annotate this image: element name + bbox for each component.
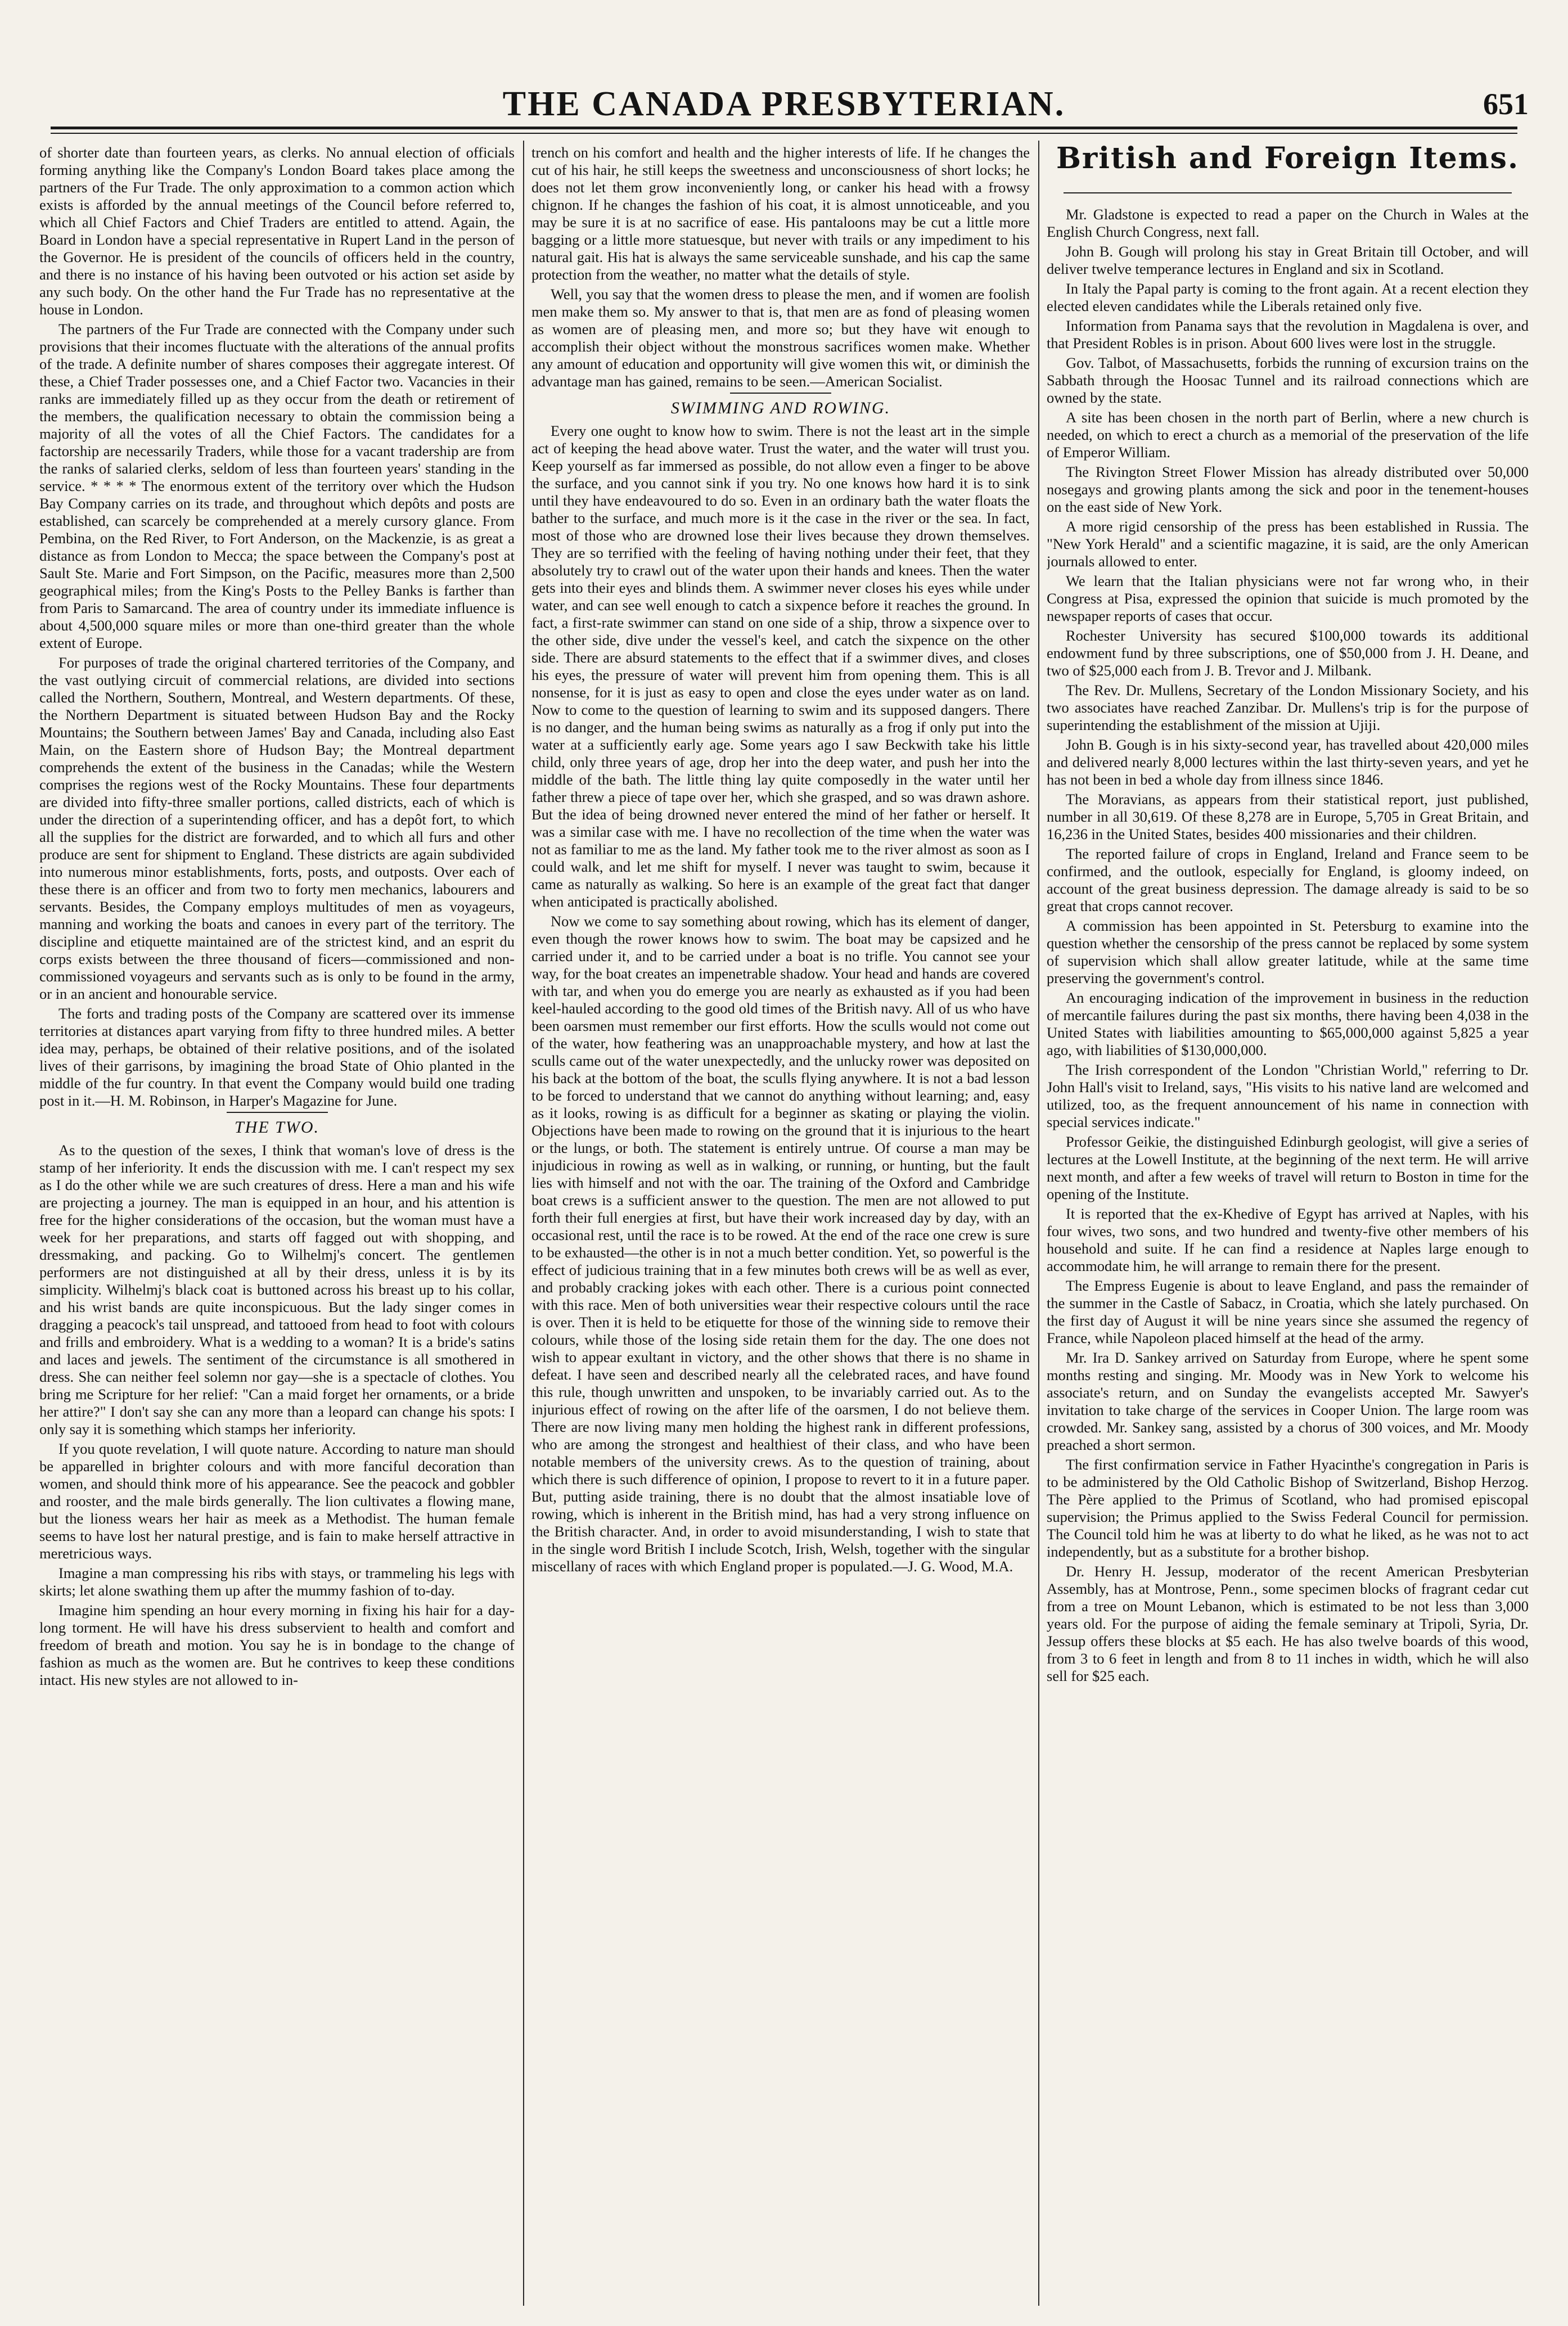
news-item: The first confirmation service in Father Hyacinthe's congregation in Paris is to be administered by the Old Catholic Bishop of Switzerland, Bishop Herzog. The Père applied to the Primus of Scotland, who had promised episcopal supervision; the Primus applied to the Swiss Federal Council for permission. The Council told him he was at liberty to do what he liked, as he was not to act independently, but as a substitute for a brother bishop.	[1047, 1456, 1529, 1560]
article-paragraph: Imagine him spending an hour every morning in fixing his hair for a day-long torment. He will have his dress subservient to health and comfort and freedom of breath and motion. You say he is in bondage to the change of fashion as much as the women are. But he contrives to keep these conditions intact. His new styles are not allowed to in-	[39, 1602, 515, 1688]
column-2	[531, 144, 1030, 2315]
section-rule	[730, 393, 831, 394]
article-paragraph: Well, you say that the women dress to please the men, and if women are foolish men make them so. My answer to that is, that men are as fond of pleasing women as women are of pleasing men, and more so; but they have wit enough to accomplish their object without the monstrous sacrifices women make. Whether any amount of education and opportunity will give women this wit, or diminish the advantage man has gained, remains to be seen.—American Socialist.	[531, 286, 1030, 390]
article-paragraph: of shorter date than fourteen years, as clerks. No annual election of officials forming anything like the Company's London Board takes place among the partners of the Fur Trade. The only approximation to a common action which exists is afforded by the annual meetings of the Council before referred to, which all Chief Factors and Chief Traders are entitled to attend. Again, the Board in London have a special representative in Rupert Land in the person of the Governor. He is president of the councils of officers held in the country, and there is no instance of his having been outvoted or his action set aside by any such body. On the other hand the Fur Trade has no representative at the house in London.	[39, 144, 515, 318]
news-items-list	[1047, 206, 1529, 1685]
section-heading-block	[1047, 144, 1529, 206]
news-item: Mr. Ira D. Sankey arrived on Saturday from Europe, where he spent some months resting and singing. Mr. Moody was in New York to welcome his associate's return, and on Sunday the evangelists accepted Mr. Sawyer's invitation to take charge of the services in Cooper Union. The large room was crowded. Mr. Sankey sang, assisted by a chorus of 300 voices, and Mr. Moody preached a short sermon.	[1047, 1349, 1529, 1453]
news-item: John B. Gough is in his sixty-second year, has travelled about 420,000 miles and delivered nearly 8,000 lectures within the last thirty-seven years, and yet he has not been in bed a whole day from illness since 1846.	[1047, 736, 1529, 788]
news-item: The Rivington Street Flower Mission has already distributed over 50,000 nosegays and growing plants among the sick and poor in the tenement-houses on the east side of New York.	[1047, 463, 1529, 515]
header-rule-thin	[51, 133, 1517, 134]
news-item: Information from Panama says that the revolution in Magdalena is over, and that President Robles is in prison. About 600 lives were lost in the struggle.	[1047, 317, 1529, 351]
article-paragraph: If you quote revelation, I will quote nature. According to nature man should be apparelled in brighter colours and with more fanciful decoration than women, and should think more of his appearance. See the peacock and gobbler and rooster, and the male birds generally. The lion cultivates a flowing mane, but the lioness wears her hair as meek as a Methodist. The human female seems to have lost her natural prestige, and is fain to make herself attractive in meretricious ways.	[39, 1440, 515, 1562]
article-paragraph: Every one ought to know how to swim. There is not the least art in the simple act of keeping the head above water. Trust the water, and the water will trust you. Keep yourself as far immersed as possible, do not allow even a finger to be above the surface, and you cannot sink if you try. No one knows how hard it is to sink until they have endeavoured to do so. Even in an ordinary bath the water floats the bather to the surface, and much more is it the case in the river or the sea. In fact, most of those who are drowned lose their lives because they drown themselves. They are so terrified with the feeling of having nothing under their feet, that they absolutely try to crawl out of the water upon their hands and knees. Then the water gets into their eyes and blinds them. A swimmer never closes his eyes while under water, and can see well enough to catch a sixpence before it reaches the ground. In fact, a first-rate swimmer can stand on one side of a ship, throw a sixpence over to the other side, dive under the vessel's keel, and catch the sixpence on the other side. There are absurd statements to the effect that if a swimmer dives, and closes his eyes, the pressure of water will prevent him from opening them. This is all nonsense, for it is just as easy to open and close the eyes under water as on land. Now to come to the question of learning to swim and its supposed dangers. There is no danger, and the human being swims as naturally as a frog if only put into the water at a sufficiently early age. Some years ago I saw Beckwith take his little child, only three years of age, drop her into the deep water, and push her into the middle of the bath. The little thing lay quite composedly in the water until her father threw a piece of tape over her, which she grasped, and so was drawn ashore. But the idea of being drowned never entered the mind of her father or herself. It was a similar case with me. I have no recollection of the time when the water was not as familiar to me as the land. My father took me to the river almost as soon as I could walk, and let me shift for myself. I never was taught to swim, because it came as naturally as walking. So here is an example of the great fact that danger when anticipated is practically abolished.	[531, 422, 1030, 910]
news-item: The Irish correspondent of the London "Christian World," referring to Dr. John Hall's visit to Ireland, says, "His visits to his native land are welcomed and utilized, too, as the frequent announcement of his name in connection with special services indicate."	[1047, 1061, 1529, 1130]
news-item: A commission has been appointed in St. Petersburg to examine into the question whether the censorship of the press cannot be replaced by some system of supervision which shall allow greater latitude, while at the same time preserving the government's control.	[1047, 917, 1529, 986]
news-item: The Moravians, as appears from their statistical report, just published, number in all 30,619. Of these 8,278 are in Europe, 5,705 in Great Britain, and 16,236 in the United States, besides 400 missionaries and their children.	[1047, 791, 1529, 842]
article-paragraph: Imagine a man compressing his ribs with stays, or trammeling his legs with skirts; let alone swathing them up after the mummy fashion of to-day.	[39, 1565, 515, 1599]
section-rule	[227, 1112, 328, 1113]
news-item: The reported failure of crops in England, Ireland and France seem to be confirmed, and the outlook, especially for England, is gloomy indeed, on account of the great business depression. The damage already is said to be so great that crops cannot recover.	[1047, 845, 1529, 914]
news-item: Professor Geikie, the distinguished Edinburgh geologist, will give a series of lectures at the Lowell Institute, at the beginning of the next term. He will arrive next month, and after a few weeks of travel will return to Boston in time for the opening of the Institute.	[1047, 1133, 1529, 1202]
article-paragraph: For purposes of trade the original chartered territories of the Company, and the vast outlying circuit of commercial relations, are divided into sections called the Northern, Southern, Montreal, and Western departments. Of these, the Northern Department is situated between Hudson Bay and the Rocky Mountains; the Southern between James' Bay and Canada, including also East Main, on the Eastern shore of Hudson Bay; the Montreal department comprehends the extent of the business in the Canadas; while the Western comprises the regions west of the Rocky Mountains. These four departments are divided into fifty-three smaller portions, called districts, each of which is under the direction of a superintending officer, and has a depôt fort, to which all the supplies for the district are forwarded, and to which all furs and other produce are sent for shipment to England. These districts are again subdivided into numerous minor establishments, forts, posts, and outposts. Over each of these there is an officer and from two to forty men mechanics, labourers and servants. Besides, the Company employs multitudes of men as voyageurs, manning and working the boats and canoes in every part of the territory. The discipline and etiquette maintained are of the strictest kind, and an esprit du corps exists between the three thousand of ficers—commissioned and non-commissioned voyageurs and servants such as is only to be found in the army, or in an ancient and honourable service.	[39, 654, 515, 1002]
news-item: Dr. Henry H. Jessup, moderator of the recent American Presbyterian Assembly, has at Montrose, Penn., some specimen blocks of fragrant cedar cut from a tree on Mount Lebanon, which is estimated to be not less than 3,000 years old. For the purpose of aiding the female seminary at Tripoli, Syria, Dr. Jessup offers these blocks at $5 each. He has also twelve boards of this wood, from 3 to 6 feet in length and from 8 to 11 inches in width, which he will also sell for $25 each.	[1047, 1563, 1529, 1684]
column-divider-2	[1038, 141, 1039, 2306]
article-paragraph: Now we come to say something about rowing, which has its element of danger, even though the rower knows how to swim. The boat may be capsized and he carried under it, and to be carried under a boat is no trifle. You cannot see your way, for the boat creates an impenetrable shadow. Your head and hands are covered with tar, and when you do emerge you are nearly as exhausted as if you had been keel-hauled according to the good old times of the British navy. All of us who have been oarsmen must remember our first efforts. How the sculls would not come out of the water, how feathering was an unapproachable mystery, and how at last the sculls came out of the water unexpectedly, and the unlucky rower was deposited on his back at the bottom of the boat, the sculls flying anywhere. It is not a bad lesson to be forced to understand that we cannot do anything without learning; and, easy as it looks, rowing is as difficult for a beginner as skating or playing the violin. Objections have been made to rowing on the ground that it is injurious to the heart or the lungs, or both. The statement is entirely untrue. Of course a man may be injudicious in rowing as well as in walking, or running, or hunting, but the fault lies with himself and not with the oar. The training of the Oxford and Cambridge boat crews is a sufficient answer to the question. The men are not allowed to put forth their full energies at first, but have their work increased day by day, with an occasional rest, until the race is to be rowed. At the end of the race one crew is sure to be exhausted—the other is in not a much better condition. Yet, so powerful is the effect of judicious training that in a few minutes both crews will be as well as ever, and probably cracking jokes with each other. There is a curious point connected with this race. Men of both universities wear their respective colours until the race is over. Then it is held to be etiquette for those of the winning side to remove their colours, while those of the losing side retain them for the day. The one does not wish to appear exultant in victory, and the other shows that there is no shame in defeat. I have seen and described nearly all the celebrated races, and have found this rule, though unwritten and unspoken, to be invariably carried out. As to the injurious effect of rowing on the after life of the oarsmen, I do not believe them. There are now living many men holding the highest rank in different professions, who are among the strongest and healthiest of their class, and who have been notable members of the university crews. As to the question of training, about which there is such difference of opinion, I propose to revert to it in a future paper. But, putting aside training, there is no doubt that the almost insatiable love of rowing, which is inherent in the British mind, has had a very strong influence on the British character. And, in order to avoid misunderstanding, I wish to state that in the single word British I include Scotch, Irish, Welsh, together with the singular miscellany of races with which England proper is populated.—J. G. Wood, M.A.	[531, 913, 1030, 1575]
news-item: It is reported that the ex-Khedive of Egypt has arrived at Naples, with his four wives, two sons, and two hundred and twenty-five other members of his household and suite. If he can find a residence at Naples large enough to accommodate him, he will arrange to remain there for the present.	[1047, 1205, 1529, 1274]
news-item: A site has been chosen in the north part of Berlin, where a new church is needed, on which to erect a church as a memorial of the preservation of the life of Emperor William.	[1047, 409, 1529, 461]
section-heading-british-foreign-items: British and Foreign Items.	[1056, 144, 1520, 175]
news-item: A more rigid censorship of the press has been established in Russia. The "New York Herald" and a scientific magazine, it is said, are the only American journals allowed to enter.	[1047, 518, 1529, 570]
article-paragraph: As to the question of the sexes, I think that woman's love of dress is the stamp of her inferiority. It ends the discussion with me. I can't respect my sex as I do the other while we are such creatures of dress. Here a man and his wife are projecting a journey. The man is equipped in an hour, and his attention is free for the higher considerations of the occasion, but the woman must have a week for her preparations, and starts off fagged out with shopping, and dressmaking, and packing. Go to Wilhelmj's concert. The gentlemen performers are not distinguished at all by their dress, unless it is by its simplicity. Wilhelmj's black coat is buttoned across his breast up to his collar, and his wrist bands are quite inconspicuous. But the lady singer comes in dragging a peacock's tail unspread, and tattooed from head to foot with colours and frills and embroidery. What is a wedding to a woman? It is a bride's satins and laces and jewels. The sentiment of the circumstance is all smothered in dress. She can neither feel solemn nor gay—she is a spectacle of clothes. You bring me Scripture for her relief: "Can a maid forget her ornaments, or a bride her attire?" I don't say she can any more than a leopard can change his spots: I only say it is something which stamps her inferiority.	[39, 1142, 515, 1437]
news-item: Mr. Gladstone is expected to read a paper on the Church in Wales at the English Church Congress, next fall.	[1047, 206, 1529, 240]
page-header	[39, 84, 1529, 124]
article-paragraph: The partners of the Fur Trade are connected with the Company under such provisions that their incomes fluctuate with the alterations of the annual profits of the trade. A definite number of shares composes their aggregate interest. Of these, a Chief Trader possesses one, and a Chief Factor two. Vacancies in their ranks are immediately filled up as they occur from the death or retirement of the members, the qualification necessary to obtain the commission being a majority of all the votes of all the Chief Factors. The candidates for a factorship are necessarily Traders, while those for a vacant tradership are from the ranks of salaried clerks, seldom of less than fourteen years' standing in the service. * * * * The enormous extent of the territory over which the Hudson Bay Company carries on its trade, and throughout which depôts and posts are established, can scarcely be comprehended at a merely cursory glance. From Pembina, on the Red River, to Fort Anderson, on the Mackenzie, is as great a distance as from London to Mecca; the space between the Company's post at Sault Ste. Marie and Fort Simpson, on the Pacific, measures more than 2,500 geographical miles; from the King's Posts to the Pelley Banks is farther than from Paris to Samarcand. The area of country under its immediate influence is about 4,500,000 square miles or more than one-third greater than the whole extent of Europe.	[39, 321, 515, 651]
section-title-the-two: THE TWO.	[234, 1118, 319, 1137]
column-3	[1047, 144, 1529, 2315]
section-title-swimming-and-rowing: SWIMMING AND ROWING.	[670, 399, 891, 417]
article-paragraph: trench on his comfort and health and the higher interests of life. If he changes the cut of his hair, he still keeps the sweetness and unconsciousness of short locks; he does not let them grow inconveniently long, or canker his head with a frowsy chignon. If he changes the fashion of his coat, it is almost unnoticeable, and you may be sure it is at no sacrifice of ease. His pantaloons may be cut a little more bagging or a little more statuesque, but never with trails or any impediment to his natural gait. His hat is always the same serviceable sunshade, and his cap the same protection from the weather, no matter what the details of style.	[531, 144, 1030, 283]
column-divider-1	[523, 141, 524, 2306]
article-paragraph: The forts and trading posts of the Company are scattered over its immense territories at distances apart varying from fifty to three hundred miles. A better idea may, perhaps, be obtained of their relative positions, and of the isolated lives of their garrisons, by imagining the broad State of Ohio planted in the middle of the fur country. In that event the Company would build one trading post in it.—H. M. Robinson, in Harper's Magazine for June.	[39, 1005, 515, 1109]
news-item: Rochester University has secured $100,000 towards its additional endowment fund by three subscriptions, one of $50,000 from J. H. Deane, and two of $25,000 each from J. B. Trevor and J. Milbank.	[1047, 627, 1529, 679]
news-item: John B. Gough will prolong his stay in Great Britain till October, and will deliver twelve temperance lectures in England and six in Scotland.	[1047, 243, 1529, 277]
header-rule-thick	[51, 127, 1517, 129]
news-item: In Italy the Papal party is coming to the front again. At a recent election they elected eleven candidates while the Liberals retained only five.	[1047, 280, 1529, 314]
news-item: We learn that the Italian physicians were not far wrong who, in their Congress at Pisa, expressed the opinion that suicide is much promoted by the newspaper reports of cases that occur.	[1047, 573, 1529, 624]
news-item: The Empress Eugenie is about to leave England, and pass the remainder of the summer in the Castle of Sabacz, in Croatia, which she lately purchased. On the first day of August it will be nine years since she assumed the regency of France, while Napoleon placed himself at the head of the army.	[1047, 1277, 1529, 1346]
page-number: 651	[1483, 87, 1529, 121]
publication-title: THE CANADA PRESBYTERIAN.	[502, 85, 1066, 123]
news-item: The Rev. Dr. Mullens, Secretary of the London Missionary Society, and his two associates have reached Zanzibar. Dr. Mullens's trip is for the purpose of superintending the establishment of the mission at Ujiji.	[1047, 682, 1529, 733]
news-item: An encouraging indication of the improvement in business in the reduction of mercantile failures during the past six months, there having been 4,038 in the United States with liabilities amounting to $65,000,000 against 5,825 a year ago, with liabilities of $130,000,000.	[1047, 989, 1529, 1058]
column-1	[39, 144, 515, 2315]
heading-rule	[1064, 192, 1512, 193]
news-item: Gov. Talbot, of Massachusetts, forbids the running of excursion trains on the Sabbath through the Hoosac Tunnel and its railroad connections which are owned by the state.	[1047, 354, 1529, 406]
